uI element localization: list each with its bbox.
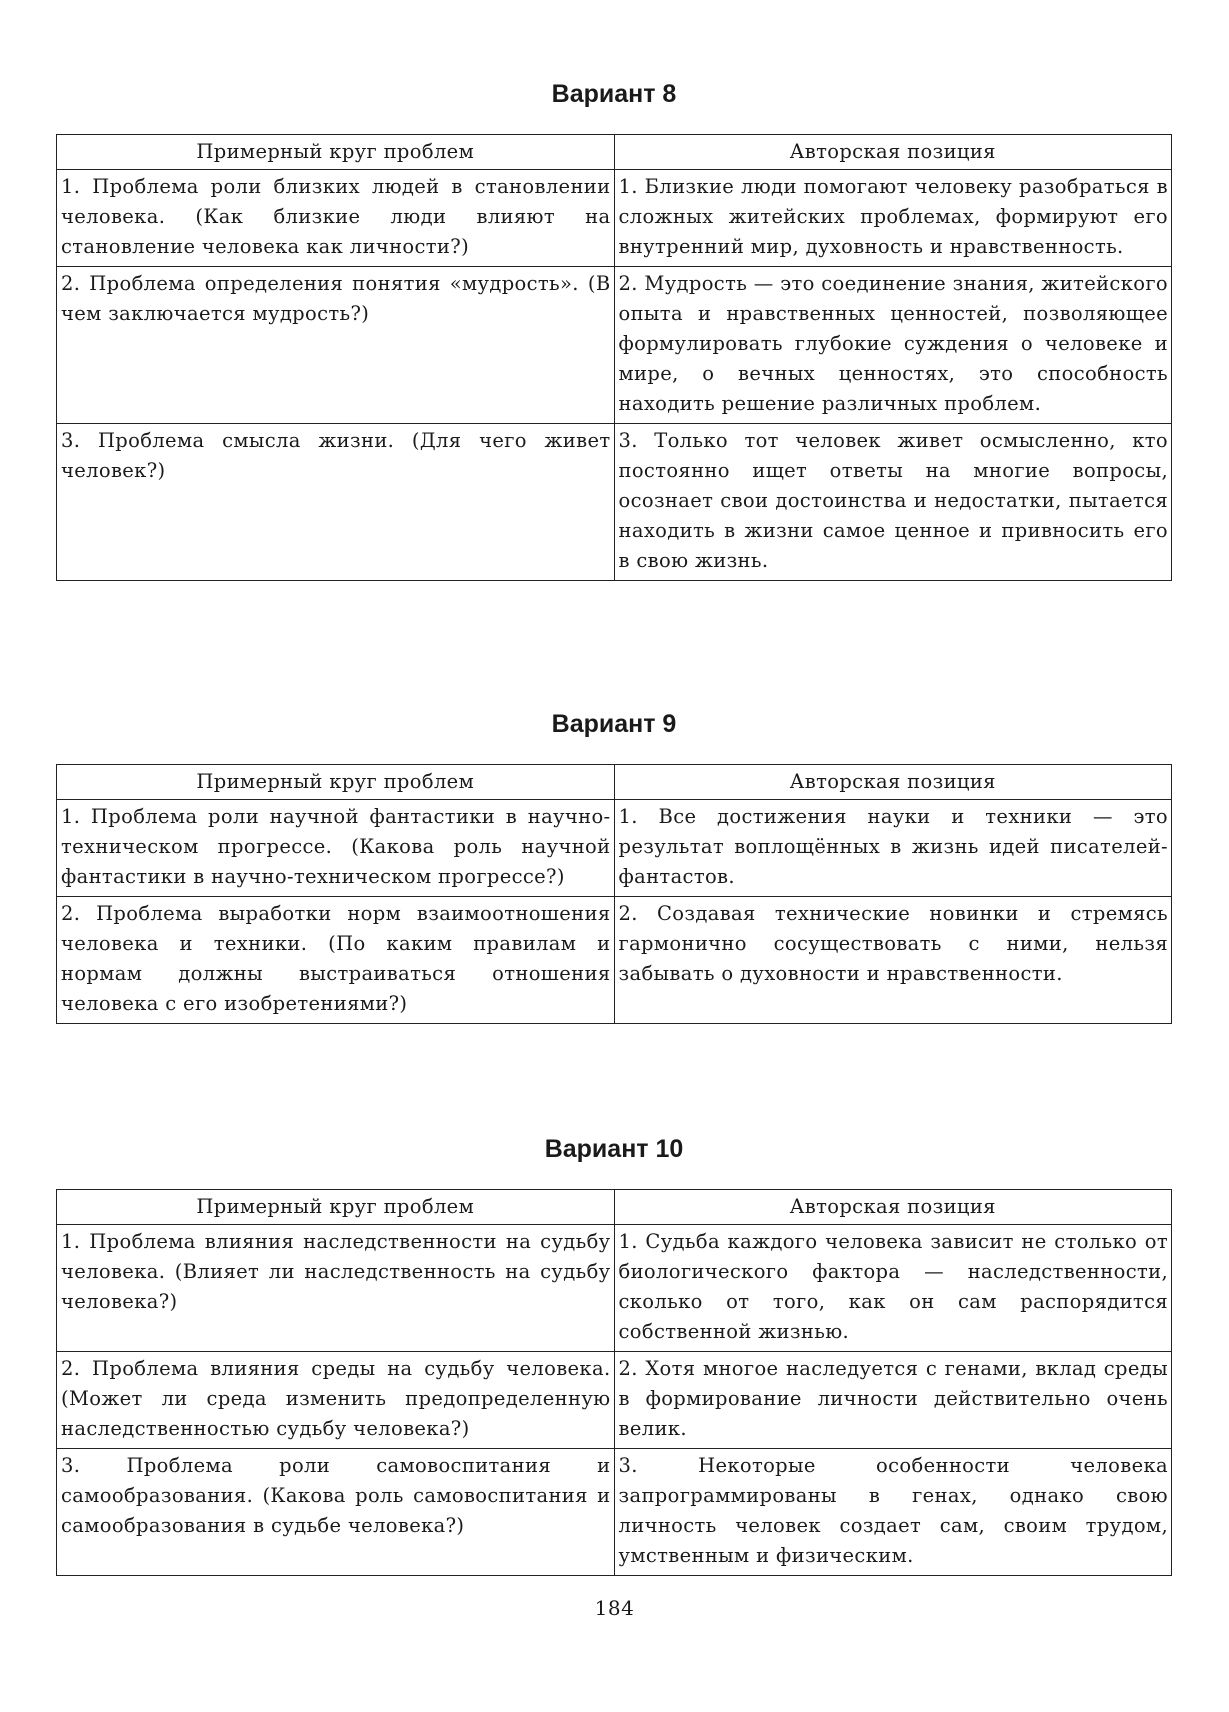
- table-row: [57, 267, 1172, 424]
- problem-cell: 3. Проблема роли самовоспитания и самообразования. (Какова роль самовоспитания и самообразования в судьбе человека?): [57, 1449, 615, 1576]
- header-problems: Примерный круг проблем: [57, 135, 615, 170]
- problem-cell: 1. Проблема роли близких людей в становлении человека. (Как близкие люди влияют на становление человека как личности?): [57, 170, 615, 267]
- variant-9-section: [56, 702, 1172, 1024]
- table-row: [57, 424, 1172, 581]
- variant-8-section: [56, 72, 1172, 581]
- variant-8-title: Вариант 8: [551, 80, 677, 108]
- table-header-row: [57, 765, 1172, 800]
- page-number: 184: [594, 1596, 635, 1620]
- problem-cell: 2. Проблема определения понятия «мудрость». (В чем заключается мудрость?): [57, 267, 615, 424]
- problem-cell: 2. Проблема влияния среды на судьбу человека. (Может ли среда изменить предопределенную наследственностью судьбу человека?): [57, 1352, 615, 1449]
- position-cell: 2. Создавая технические новинки и стремясь гармонично сосуществовать с ними, нельзя забывать о духовности и нравственности.: [614, 897, 1172, 1024]
- table-row: [57, 1225, 1172, 1352]
- position-cell: 3. Только тот человек живет осмысленно, кто постоянно ищет ответы на многие вопросы, осознает свои достоинства и недостатки, пытается находить в жизни самое ценное и привносить его в свою жизнь.: [614, 424, 1172, 581]
- table-row: [57, 1449, 1172, 1576]
- problem-cell: 1. Проблема роли научной фантастики в научно-техническом прогрессе. (Какова роль научной фантастики в научно-техническом прогрессе?): [57, 800, 615, 897]
- table-row: [57, 800, 1172, 897]
- problem-cell: 3. Проблема смысла жизни. (Для чего живет человек?): [57, 424, 615, 581]
- header-problems: Примерный круг проблем: [57, 765, 615, 800]
- position-cell: 1. Судьба каждого человека зависит не столько от биологического фактора — наследственности, сколько от того, как он сам распорядится собственной жизнью.: [614, 1225, 1172, 1352]
- problem-cell: 1. Проблема влияния наследственности на судьбу человека. (Влияет ли наследственность на судьбу человека?): [57, 1225, 615, 1352]
- variant-10-table: [56, 1189, 1172, 1576]
- variant-9-title: Вариант 9: [551, 710, 677, 738]
- table-header-row: [57, 135, 1172, 170]
- variant-9-table: [56, 764, 1172, 1024]
- header-problems: Примерный круг проблем: [57, 1190, 615, 1225]
- variant-10-title: Вариант 10: [544, 1135, 684, 1163]
- position-cell: 2. Мудрость — это соединение знания, житейского опыта и нравственных ценностей, позволяющее формулировать глубокие суждения о человеке и мире, о вечных ценностях, это способность находить решение различных проблем.: [614, 267, 1172, 424]
- variant-8-table: [56, 134, 1172, 581]
- header-author-position: Авторская позиция: [614, 135, 1172, 170]
- table-header-row: [57, 1190, 1172, 1225]
- table-row: [57, 1352, 1172, 1449]
- header-author-position: Авторская позиция: [614, 1190, 1172, 1225]
- variant-10-section: [56, 1127, 1172, 1576]
- position-cell: 2. Хотя многое наследуется с генами, вклад среды в формирование личности действительно очень велик.: [614, 1352, 1172, 1449]
- table-row: [57, 170, 1172, 267]
- problem-cell: 2. Проблема выработки норм взаимоотношения человека и техники. (По каким правилам и нормам должны выстраиваться отношения человека с его изобретениями?): [57, 897, 615, 1024]
- table-row: [57, 897, 1172, 1024]
- position-cell: 3. Некоторые особенности человека запрограммированы в генах, однако свою личность человек создает сам, своим трудом, умственным и физическим.: [614, 1449, 1172, 1576]
- position-cell: 1. Близкие люди помогают человеку разобраться в сложных житейских проблемах, формируют его внутренний мир, духовность и нравственность.: [614, 170, 1172, 267]
- position-cell: 1. Все достижения науки и техники — это результат воплощённых в жизнь идей писателей-фантастов.: [614, 800, 1172, 897]
- header-author-position: Авторская позиция: [614, 765, 1172, 800]
